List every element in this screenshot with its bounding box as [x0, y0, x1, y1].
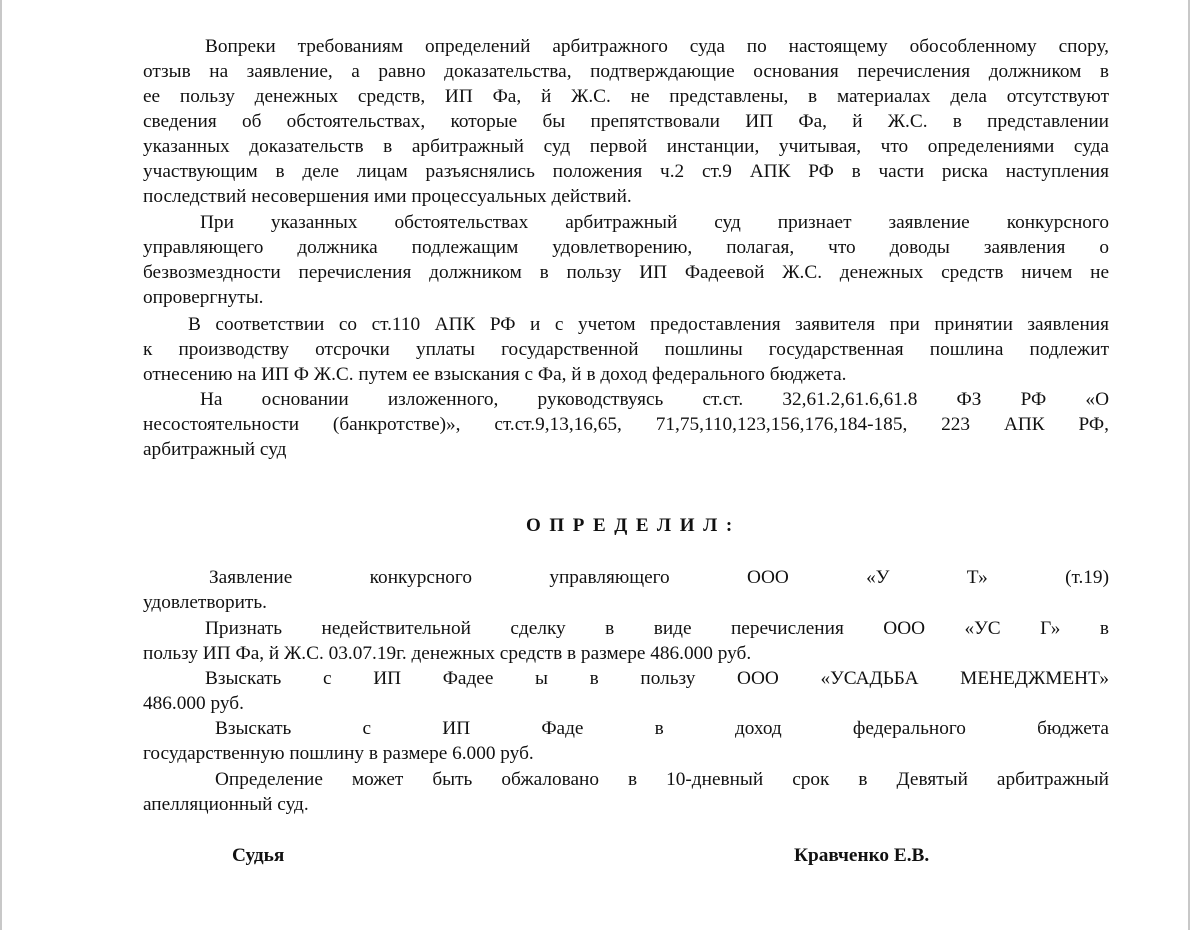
resolution-line: Взыскать с ИП Фаде в доход федерального бюджета	[215, 718, 1109, 739]
resolution-line: Признать недействительной сделку в виде перечисления ООО «УС Г» в	[205, 618, 1109, 639]
body-line: к производству отсрочки уплаты государственной пошлины государственная пошлина подлежит	[143, 339, 1109, 360]
body-line: Вопреки требованиям определений арбитражного суда по настоящему обособленному спору,	[205, 36, 1109, 57]
body-line: последствий несовершения ими процессуальных действий.	[143, 186, 632, 207]
resolution-line: Определение может быть обжаловано в 10-дневный срок в Девятый арбитражный	[215, 769, 1109, 790]
resolution-line: апелляционный суд.	[143, 794, 309, 815]
body-line: ее пользу денежных средств, ИП Фа, й Ж.С. не представлены, в материалах дела отсутствуют	[143, 86, 1109, 107]
signature-title: Судья	[232, 845, 285, 866]
body-line: сведения об обстоятельствах, которые бы препятствовали ИП Фа, й Ж.С. в представлении	[143, 111, 1109, 132]
resolution-line: удовлетворить.	[143, 592, 267, 613]
body-line: В соответствии со ст.110 АПК РФ и с учетом предоставления заявителя при принятии заявления	[188, 314, 1109, 335]
resolution-line: государственную пошлину в размере 6.000 руб.	[143, 743, 534, 764]
resolution-line: Взыскать с ИП Фадее ы в пользу ООО «УСАДЬБА МЕНЕДЖМЕНТ»	[205, 668, 1109, 689]
body-line: указанных доказательств в арбитражный суд первой инстанции, учитывая, что определениями суда	[143, 136, 1109, 157]
body-line: безвозмездности перечисления должником в пользу ИП Фадеевой Ж.С. денежных средств ничем не	[143, 262, 1109, 283]
page-right-edge	[1188, 0, 1190, 930]
resolution-heading: ОПРЕДЕЛИЛ:	[526, 515, 741, 536]
signature-name: Кравченко Е.В.	[794, 845, 930, 866]
body-line: арбитражный суд	[143, 439, 287, 460]
body-line: несостоятельности (банкротстве)», ст.ст.9,13,16,65, 71,75,110,123,156,176,184-185, 223 АПК РФ,	[143, 414, 1109, 435]
body-line: отзыв на заявление, а равно доказательства, подтверждающие основания перечисления должником в	[143, 61, 1109, 82]
page-left-edge	[0, 0, 2, 930]
body-line: управляющего должника подлежащим удовлетворению, полагая, что доводы заявления о	[143, 237, 1109, 258]
resolution-line: Заявление конкурсного управляющего ООО «У Т» (т.19)	[209, 567, 1109, 588]
body-line: участвующим в деле лицам разъяснялись положения ч.2 ст.9 АПК РФ в части риска наступления	[143, 161, 1109, 182]
body-line: отнесению на ИП Ф Ж.С. путем ее взыскания с Фа, й в доход федерального бюджета.	[143, 364, 847, 385]
body-line: опровергнуты.	[143, 287, 264, 308]
body-line: При указанных обстоятельствах арбитражный суд признает заявление конкурсного	[200, 212, 1109, 233]
resolution-line: 486.000 руб.	[143, 693, 244, 714]
resolution-line: пользу ИП Фа, й Ж.С. 03.07.19г. денежных средств в размере 486.000 руб.	[143, 643, 752, 664]
body-line: На основании изложенного, руководствуясь ст.ст. 32,61.2,61.6,61.8 ФЗ РФ «О	[200, 389, 1109, 410]
